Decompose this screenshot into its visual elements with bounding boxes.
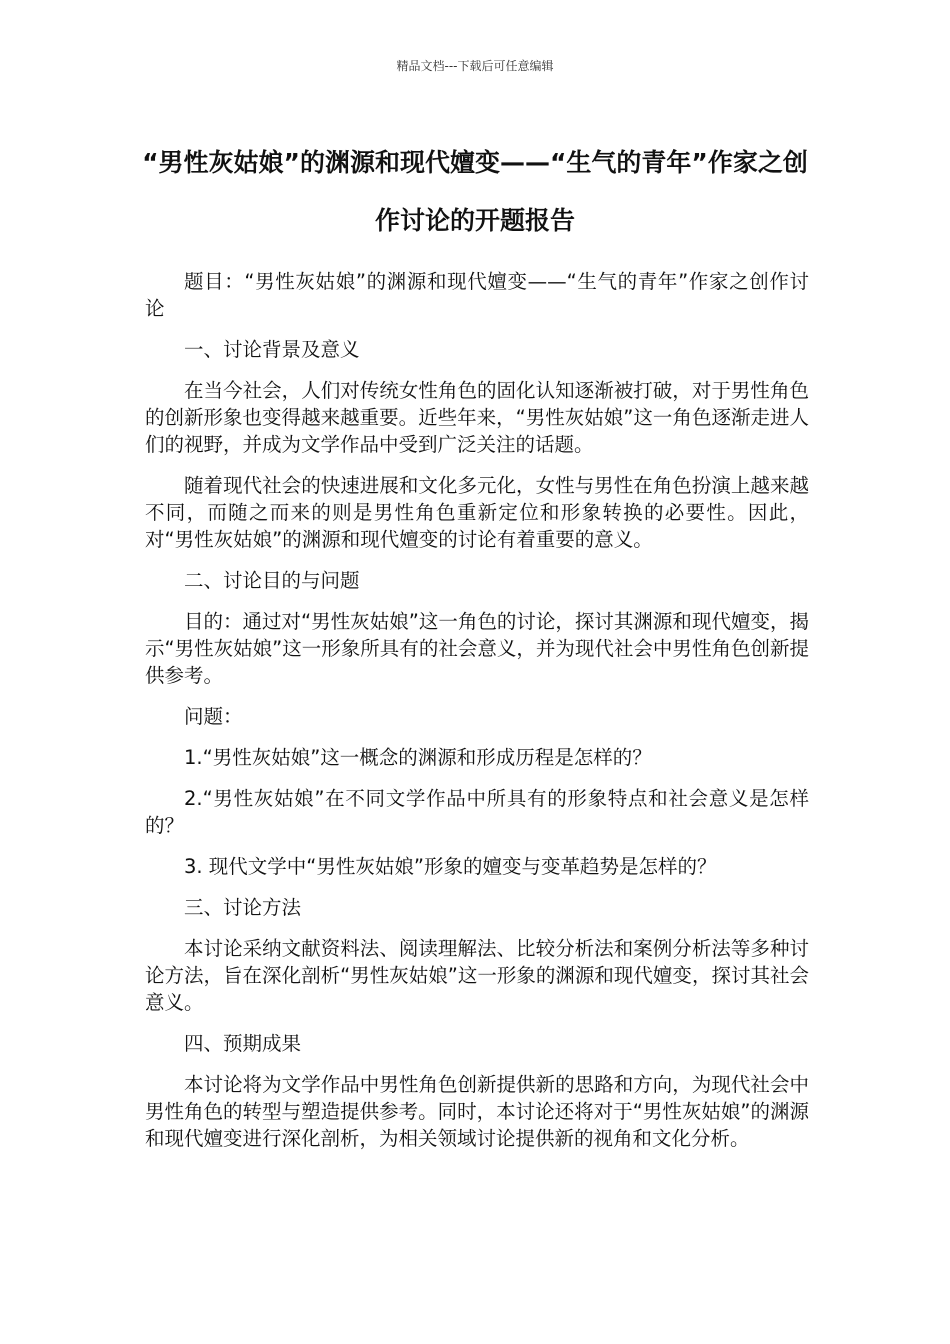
body-paragraph: 目的：通过对“男性灰姑娘”这一角色的讨论，探讨其渊源和现代嬗变，揭示“男性灰姑娘”这一形象所具有的社会意义，并为现代社会中男性角色创新提供参考。 (145, 610, 809, 687)
document-title: “男性灰姑娘”的渊源和现代嬗变——“生气的青年”作家之创作讨论的开题报告 (142, 148, 808, 235)
section-heading-method: 三、讨论方法 (184, 896, 302, 919)
section-heading-purpose: 二、讨论目的与问题 (184, 569, 360, 592)
body-paragraph: 本讨论将为文学作品中男性角色创新提供新的思路和方向，为现代社会中男性角色的转型与塑造提供参考。同时，本讨论还将对于“男性灰姑娘”的渊源和现代嬗变进行深化剖析，为相关领域讨论提供新的视角和文化分析。 (145, 1073, 809, 1150)
questions-label: 问题： (184, 705, 243, 728)
question-item: 3. 现代文学中“男性灰姑娘”形象的嬗变与变革趋势是怎样的？ (184, 855, 717, 878)
body-paragraph: 在当今社会，人们对传统女性角色的固化认知逐渐被打破，对于男性角色的创新形象也变得越来越重要。近些年来，“男性灰姑娘”这一角色逐渐走进人们的视野，并成为文学作品中受到广泛关注的话题。 (145, 379, 809, 456)
section-heading-background: 一、讨论背景及意义 (184, 338, 360, 361)
topic-paragraph: 题目：“男性灰姑娘”的渊源和现代嬗变——“生气的青年”作家之创作讨论 (145, 270, 809, 320)
body-paragraph: 随着现代社会的快速进展和文化多元化，女性与男性在角色扮演上越来越不同，而随之而来的则是男性角色重新定位和形象转换的必要性。因此，对“男性灰姑娘”的渊源和现代嬗变的讨论有着重要的意义。 (145, 474, 809, 551)
body-paragraph: 本讨论采纳文献资料法、阅读理解法、比较分析法和案例分析法等多种讨论方法，旨在深化剖析“男性灰姑娘”这一形象的渊源和现代嬗变，探讨其社会意义。 (145, 937, 809, 1014)
section-heading-outcomes: 四、预期成果 (184, 1032, 302, 1055)
page-header-note: 精品文档---下载后可任意编辑 (396, 59, 554, 73)
document-body (145, 268, 809, 1166)
question-item: 2.“男性灰姑娘”在不同文学作品中所具有的形象特点和社会意义是怎样的？ (145, 787, 809, 837)
question-item: 1.“男性灰姑娘”这一概念的渊源和形成历程是怎样的？ (184, 746, 652, 769)
